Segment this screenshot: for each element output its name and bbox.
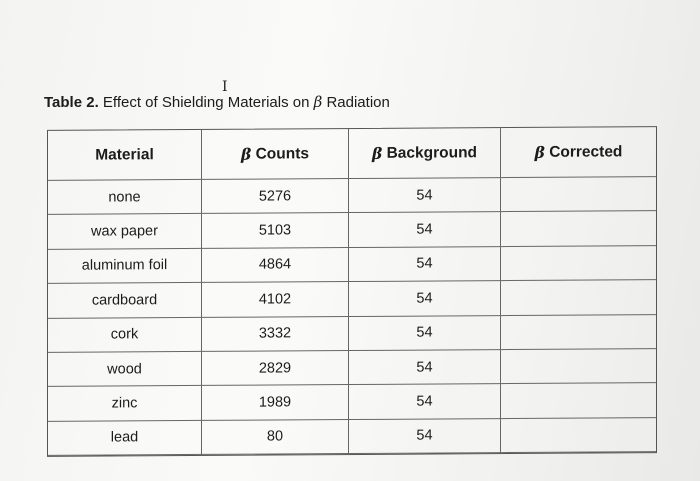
cell-corrected [501, 280, 656, 315]
cell-counts: 4102 [202, 282, 349, 317]
text-cursor-icon: I [222, 79, 228, 95]
header-beta-symbol: β [534, 142, 545, 162]
cell-material: lead [48, 421, 202, 456]
header-text: Corrected [549, 142, 623, 161]
cell-corrected [501, 246, 656, 281]
cell-background: 54 [349, 281, 501, 316]
cell-material: cardboard [48, 283, 202, 318]
shielding-table [47, 126, 657, 457]
header-background [349, 128, 501, 179]
cell-counts: 4864 [202, 248, 349, 283]
cell-counts: 80 [202, 420, 349, 455]
cell-material: aluminum foil [48, 249, 202, 284]
caption-label: Table 2. [44, 94, 99, 111]
caption-suffix: Radiation [326, 94, 390, 111]
cell-background: 54 [349, 350, 501, 385]
cell-counts: 3332 [202, 317, 349, 352]
table-caption [44, 93, 390, 111]
cell-background: 54 [349, 384, 501, 419]
header-beta-symbol: β [371, 143, 383, 163]
cell-background: 54 [349, 178, 501, 213]
caption-title: Effect of Shielding Materials on [102, 94, 310, 111]
cell-corrected [501, 349, 656, 384]
cell-background: 54 [349, 247, 501, 282]
header-text: Material [95, 145, 154, 164]
cell-background: 54 [349, 212, 501, 247]
cell-corrected [501, 177, 656, 212]
header-beta-symbol: β [241, 144, 252, 164]
cell-counts: 2829 [202, 351, 349, 386]
cell-counts: 1989 [202, 385, 349, 420]
cell-background: 54 [349, 419, 501, 454]
cell-corrected [501, 212, 656, 247]
cell-material: wax paper [48, 214, 202, 249]
cell-counts: 5276 [202, 179, 349, 214]
cell-corrected [501, 383, 656, 418]
header-text: Counts [255, 144, 309, 163]
cell-material: zinc [48, 386, 202, 421]
header-material [48, 130, 202, 181]
cell-material: cork [48, 317, 202, 352]
cell-counts: 5103 [202, 213, 349, 248]
cell-corrected [501, 315, 656, 350]
cell-material: none [48, 180, 202, 215]
header-corrected [501, 127, 656, 178]
caption-beta-symbol: β [313, 93, 323, 111]
cell-corrected [501, 418, 656, 453]
header-text: Background [386, 143, 478, 162]
cell-background: 54 [349, 316, 501, 351]
header-counts [202, 129, 349, 180]
cell-material: wood [48, 352, 202, 387]
